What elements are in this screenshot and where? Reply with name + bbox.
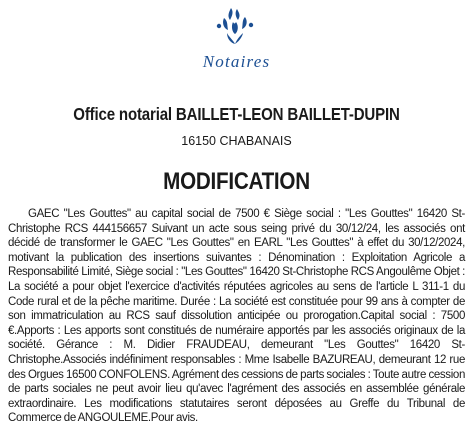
- notaires-emblem-icon: [207, 6, 267, 50]
- notaires-logo: [0, 6, 473, 78]
- office-city: 16150 CHABANAIS: [181, 134, 292, 148]
- notice-heading: MODIFICATION: [163, 168, 310, 195]
- notice-body: GAEC "Les Gouttes" au capital social de 7500 € Siège social : "Les Gouttes" 16420 St-Christophe RCS 444156657 Suivant un acte sous seing privé du 30/12/24, les associés ont décidé de transformer le GAEC "Les Gouttes" en EARL "Les Gouttes" à effet du 30/12/2024, motivant la publication des insertions suivantes : Dénomination : Exploitation Agricole a Responsabilité Limité, Siège social : "Les Gouttes" 16420 St-Christophe RCS Angoulême Objet : La société a pour objet l'exercice d'activités réputées agricoles au sens de l'article L 311-1 du Code rural et de la pêche maritime. Durée : La société est constituée pour 99 ans à compter de son immatriculation au RCS sauf dissolution anticipée ou prorogation.Capital social : 7500 €.Apports : Les apports sont constitués de numéraire apportés par les associés originaux de la société. Gérance : M. Didier FRAUDEAU, demeurant "Les Gouttes" 16420 St-Christophe.Associés indéfiniment responsables : Mme Isabelle BAZUREAU, demeurant 12 rue des Orgues 16500 CONFOLENS. Agrément des cessions de parts sociales : Toute autre cession de parts sociales ne peut avoir lieu qu'avec l'agrément des associés en assemblée générale extraordinaire. Les modifications statutaires seront déposées au Greffe du Tribunal de Commerce de ANGOULEME.Pour avis.: [8, 208, 465, 425]
- notaires-wordmark: Notaires: [202, 52, 271, 71]
- office-name: Office notarial BAILLET-LEON BAILLET-DUPIN: [73, 104, 400, 124]
